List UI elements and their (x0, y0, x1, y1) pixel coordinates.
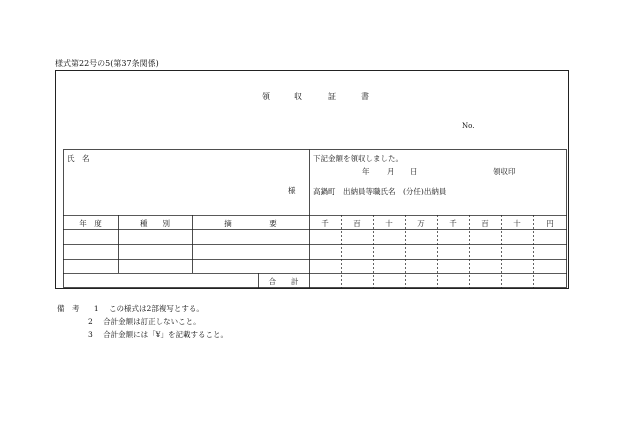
stamp-label: 領収印 (493, 167, 516, 176)
digit-header: 千 (449, 219, 457, 228)
number-label: No. (462, 122, 475, 130)
digit-header: 百 (353, 219, 361, 228)
honorific: 様 (288, 186, 296, 195)
form-reference: 様式第22号の5(第37条関係) (55, 59, 159, 68)
name-label: 氏 名 (67, 154, 90, 163)
digit-header: 円 (546, 219, 554, 228)
note-text: 合計金額は訂正しないこと。 (103, 317, 201, 326)
digit-header: 万 (417, 219, 425, 228)
note-number: 3 (88, 330, 93, 339)
title-char: 収 (294, 92, 302, 101)
note-number: 2 (88, 317, 93, 326)
date-day: 日 (410, 167, 418, 176)
title-char: 書 (361, 92, 369, 101)
note-number: 1 (93, 304, 99, 313)
header-fiscal-year: 年 度 (79, 219, 102, 228)
digit-header: 百 (481, 219, 489, 228)
receipt-statement: 下記金額を領収しました。 (313, 154, 403, 163)
header-category: 種 別 (140, 219, 170, 228)
header-description: 摘 要 (224, 219, 277, 228)
note-text: この様式は2部複写とする。 (109, 304, 204, 313)
note-text: 合計金額には「¥」を記載すること。 (103, 330, 228, 339)
receipt-table (63, 149, 568, 289)
digit-header: 十 (385, 219, 393, 228)
digit-header: 十 (513, 219, 521, 228)
date-month: 月 (387, 167, 395, 176)
title-char: 領 (262, 92, 270, 101)
date-year: 年 (362, 167, 370, 176)
officer-line: 高鍋町 出納員等職氏名 (分任)出納員 (313, 187, 447, 196)
digit-header: 千 (321, 219, 329, 228)
total-label: 合 計 (268, 277, 299, 286)
title-char: 証 (328, 92, 336, 101)
notes-heading: 備 考 (57, 304, 80, 313)
